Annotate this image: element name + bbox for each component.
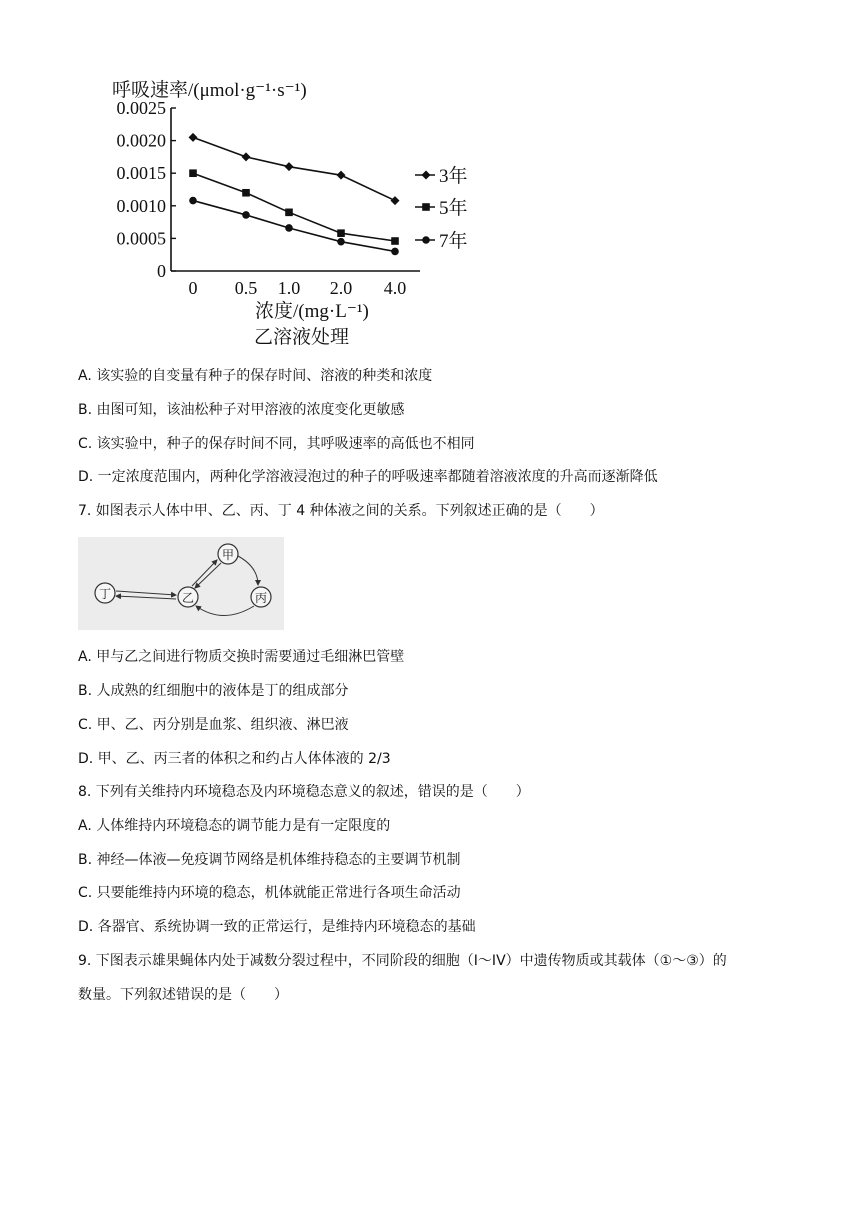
chart-caption: 乙溶液处理 — [254, 327, 350, 348]
x-axis-label: 浓度/(mg·L⁻¹) — [255, 301, 369, 322]
series-line-3 — [193, 201, 395, 252]
arrow-bing-to-yi — [196, 606, 254, 616]
legend-label: 7年 — [439, 231, 468, 252]
x-tick-label: 4.0 — [383, 278, 407, 298]
q8-option-b: B. 神经—体液—免疫调节网络是机体维持稳态的主要调节机制 — [78, 852, 461, 868]
x-tick-label: 2.0 — [329, 278, 353, 298]
data-point — [242, 189, 250, 197]
series-line-2 — [193, 173, 395, 241]
y-axis-ticks — [117, 98, 177, 281]
data-point — [391, 237, 399, 245]
y-axis-label: 呼吸速率/(μmol·g⁻¹·s⁻¹) — [112, 80, 307, 101]
q8-option-a: A. 人体维持内环境稳态的调节能力是有一定限度的 — [78, 818, 391, 834]
data-point — [189, 197, 197, 205]
x-tick-label: 0 — [188, 278, 198, 298]
arrow-yi-to-ding — [116, 596, 176, 599]
data-point — [189, 133, 198, 142]
x-axis-ticks — [189, 278, 407, 298]
body-fluid-diagram — [78, 537, 284, 630]
q6-option-d: D. 一定浓度范围内，两种化学溶液浸泡过的种子的呼吸速率都随着溶液浓度的升高而逐渐降低 — [78, 469, 658, 485]
q6-option-c: C. 该实验中，种子的保存时间不同，其呼吸速率的高低也不相同 — [78, 436, 475, 452]
data-point — [285, 162, 294, 171]
data-point — [337, 238, 345, 246]
q7-option-c: C. 甲、乙、丙分别是血浆、组织液、淋巴液 — [78, 717, 349, 733]
q7-option-a: A. 甲与乙之间进行物质交换时需要通过毛细淋巴管壁 — [78, 649, 405, 665]
q7-stem: 7. 如图表示人体中甲、乙、丙、丁 4 种体液之间的关系。下列叙述正确的是（ ） — [78, 503, 604, 519]
y-tick-label: 0 — [157, 261, 166, 281]
data-point — [391, 196, 400, 205]
series-group — [189, 133, 400, 255]
data-point — [337, 229, 345, 237]
q6-option-b: B. 由图可知，该油松种子对甲溶液的浓度变化更敏感 — [78, 402, 405, 418]
q8-stem: 8. 下列有关维持内环境稳态及内环境稳态意义的叙述，错误的是（ ） — [78, 784, 530, 800]
arrow-ding-to-yi — [116, 591, 176, 595]
q9-stem-line2: 数量。下列叙述错误的是（ ） — [78, 987, 288, 1003]
y-tick-label: 0.0010 — [116, 195, 166, 216]
y-tick-label: 0.0020 — [116, 130, 166, 151]
data-point — [391, 248, 399, 256]
respiration-rate-chart — [90, 70, 510, 360]
node-ding: 丁 — [98, 587, 112, 601]
node-bing: 丙 — [254, 591, 268, 605]
data-point — [285, 224, 293, 232]
data-point — [242, 211, 250, 219]
y-tick-label: 0.0015 — [116, 163, 166, 184]
q7-option-b: B. 人成熟的红细胞中的液体是丁的组成部分 — [78, 683, 349, 699]
node-jia: 甲 — [221, 548, 235, 562]
node-yi: 乙 — [181, 591, 195, 605]
y-tick-label: 0.0005 — [116, 228, 166, 249]
x-tick-label: 1.0 — [277, 278, 301, 298]
legend-marker — [422, 236, 430, 244]
legend — [415, 165, 468, 252]
data-point — [337, 171, 346, 180]
q6-option-a: A. 该实验的自变量有种子的保存时间、溶液的种类和浓度 — [78, 368, 433, 384]
y-tick-label: 0.0025 — [116, 98, 166, 118]
arrow-yi-to-jia — [192, 560, 217, 586]
q8-option-c: C. 只要能维持内环境的稳态，机体就能正常进行各项生命活动 — [78, 885, 461, 901]
series-line-1 — [193, 137, 395, 200]
q8-option-d: D. 各器官、系统协调一致的正常运行，是维持内环境稳态的基础 — [78, 919, 476, 935]
legend-marker — [422, 171, 431, 180]
arrow-jia-to-yi — [195, 563, 221, 588]
data-point — [189, 169, 197, 177]
legend-marker — [422, 203, 430, 211]
arrow-jia-to-bing — [238, 556, 258, 585]
legend-label: 5年 — [439, 198, 468, 219]
q7-option-d: D. 甲、乙、丙三者的体积之和约占人体体液的 2/3 — [78, 751, 391, 767]
data-point — [285, 209, 293, 217]
q9-stem-line1: 9. 下图表示雄果蝇体内处于减数分裂过程中，不同阶段的细胞（I～IV）中遗传物质或其载体（①～③）的 — [78, 953, 727, 969]
legend-label: 3年 — [439, 166, 468, 187]
x-tick-label: 0.5 — [234, 278, 258, 298]
data-point — [242, 152, 251, 161]
